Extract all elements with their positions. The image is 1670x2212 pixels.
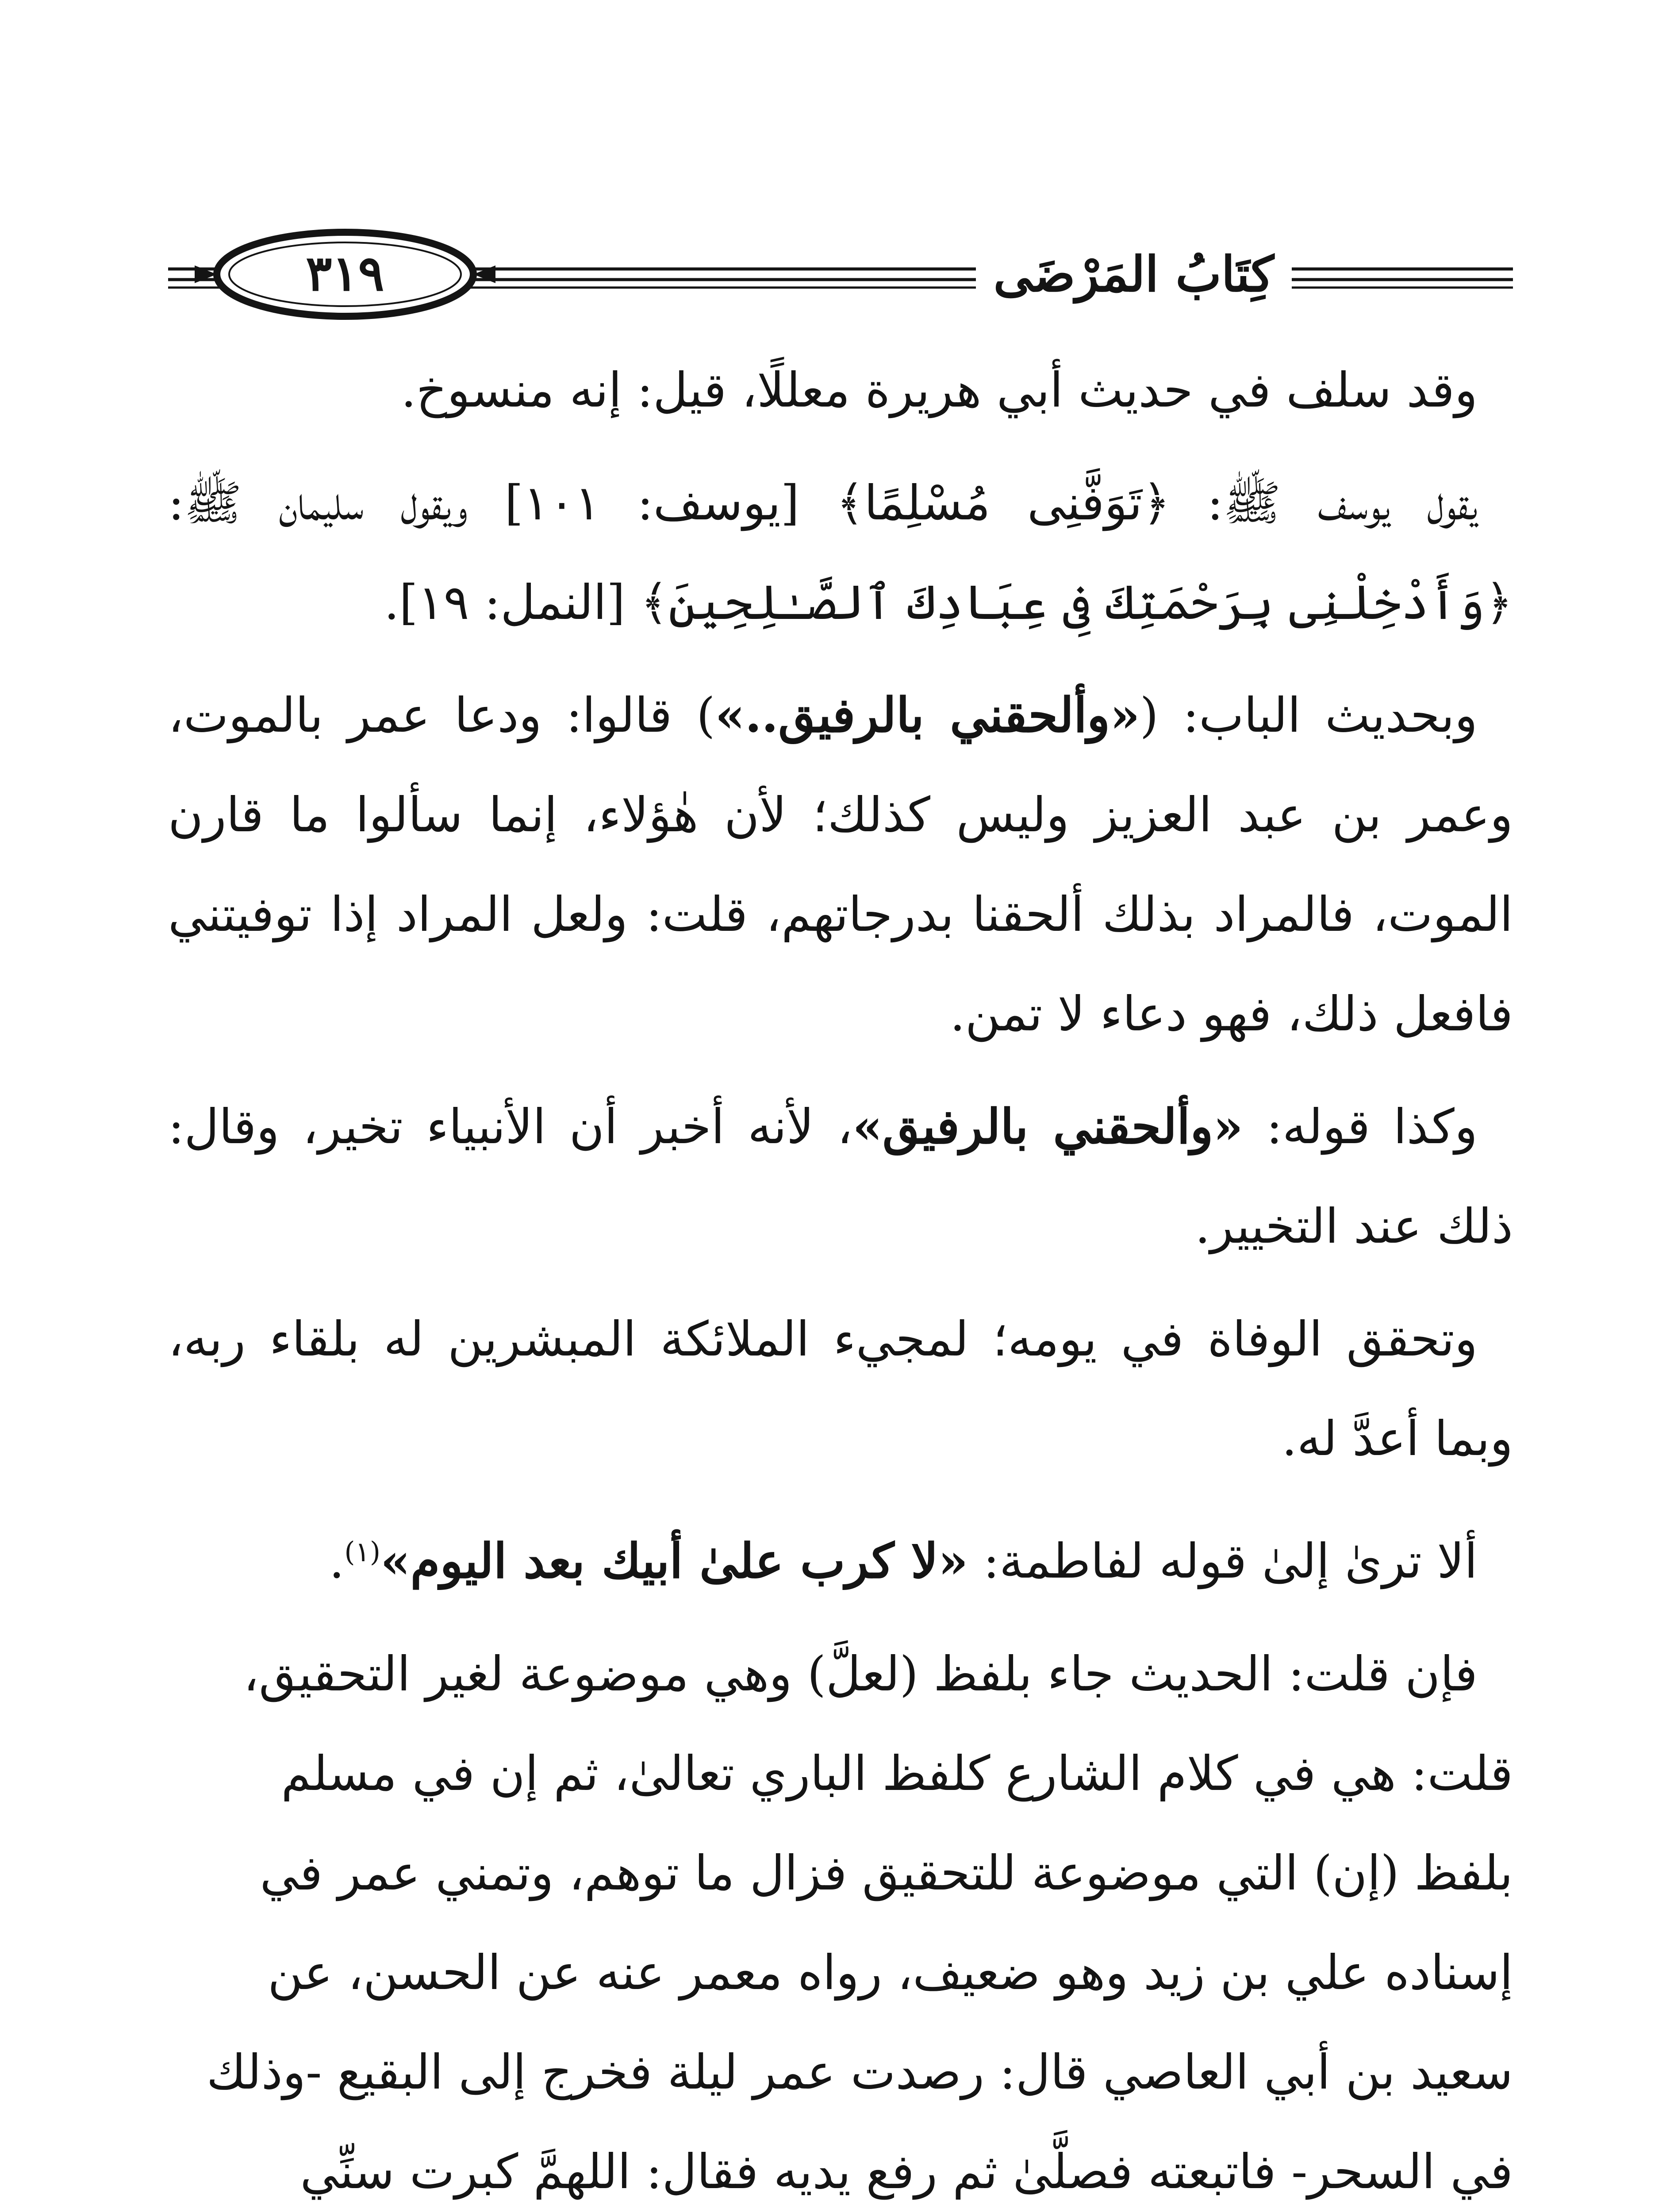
paragraph-4-text-b: ، لأنه أخبر أن الأنبياء تخير، وقال: ذلك عند التخيير. xyxy=(168,1099,1513,1254)
paragraph-4 xyxy=(168,1077,1513,1276)
paragraph-2-text-a: يقول يوسف ﷺ: xyxy=(1170,476,1478,531)
paragraph-7-text: فإن قلت: الحديث جاء بلفظ (لعلَّ) وهي موضوعة لغير التحقيق، قلت: هي في كلام الشارع كلفظ الباري تعالىٰ، ثم إن في مسلم بلفظ (إن) التي موضوعة للتحقيق فزال ما توهم، وتمني عمر في إسناده علي بن زيد وهو ضعيف، رواه معمر عنه عن الحسن، عن سعيد بن أبي العاصي قال: رصدت عمر ليلة فخرج إلى البقيع -وذلك في السحر- فاتبعته فصلَّىٰ ثم رفع يديه فقال: اللهمَّ كبرت سنِّي xyxy=(206,1647,1513,2200)
paragraph-3 xyxy=(168,666,1513,1064)
main-text xyxy=(168,341,1513,2212)
paragraph-7 xyxy=(168,1624,1513,2212)
paragraph-5 xyxy=(168,1290,1513,1489)
paragraph-6-text-b: . xyxy=(329,1534,345,1589)
quran-verse-naml: ﴿وَأَدْخِلْنِى بِرَحْمَتِكَ فِى عِبَادِكَ ٱلصَّـٰلِحِينَ﴾ xyxy=(640,575,1513,630)
paragraph-2 xyxy=(168,453,1513,653)
paragraph-2-text-b: [يوسف: ١٠١] ويقول سليمان ﷺ: xyxy=(168,476,837,531)
page-number: ٣١٩ xyxy=(306,244,384,302)
page-header xyxy=(168,221,1513,327)
paragraph-3-text-b: ) قالوا: ودعا عمر بالموت، وعمر بن عبد العزيز وليس كذلك؛ لأن هٰؤلاء، إنما سألوا ما قارن الموت، فالمراد بذلك ألحقنا بدرجاتهم، قلت: ولعل المراد إذا توفيتني فافعل ذلك، فهو دعاء لا تمن. xyxy=(168,688,1513,1042)
paragraph-6 xyxy=(168,1502,1513,1611)
footnote-reference[interactable]: (١) xyxy=(344,1536,381,1568)
paragraph-1-text: وقد سلف في حديث أبي هريرة معللًا، قيل: إنه منسوخ. xyxy=(401,363,1478,418)
paragraph-2-text-c: [النمل: ١٩]. xyxy=(384,575,641,630)
running-title: كِتَابُ المَرْضَى xyxy=(976,243,1292,305)
quran-verse-yusuf: ﴿تَوَفَّنِى مُسْلِمًا﴾ xyxy=(836,476,1171,531)
paragraph-5-text: وتحقق الوفاة في يومه؛ لمجيء الملائكة المبشرين له بلقاء ربه، وبما أعدَّ له. xyxy=(168,1312,1513,1467)
paragraph-4-text-a: وكذا قوله: xyxy=(1243,1099,1478,1155)
hadith-quote: «لا كرب علىٰ أبيك بعد اليوم» xyxy=(380,1533,968,1589)
hadith-quote: «وألحقني بالرفيق» xyxy=(852,1099,1243,1155)
paragraph-3-text-a: وبحديث الباب: ( xyxy=(1140,688,1478,743)
hadith-quote: «وألحقني بالرفيق..» xyxy=(715,687,1140,743)
paragraph-6-text-a: ألا ترىٰ إلىٰ قوله لفاطمة: xyxy=(968,1534,1478,1589)
paragraph-1 xyxy=(168,341,1513,440)
